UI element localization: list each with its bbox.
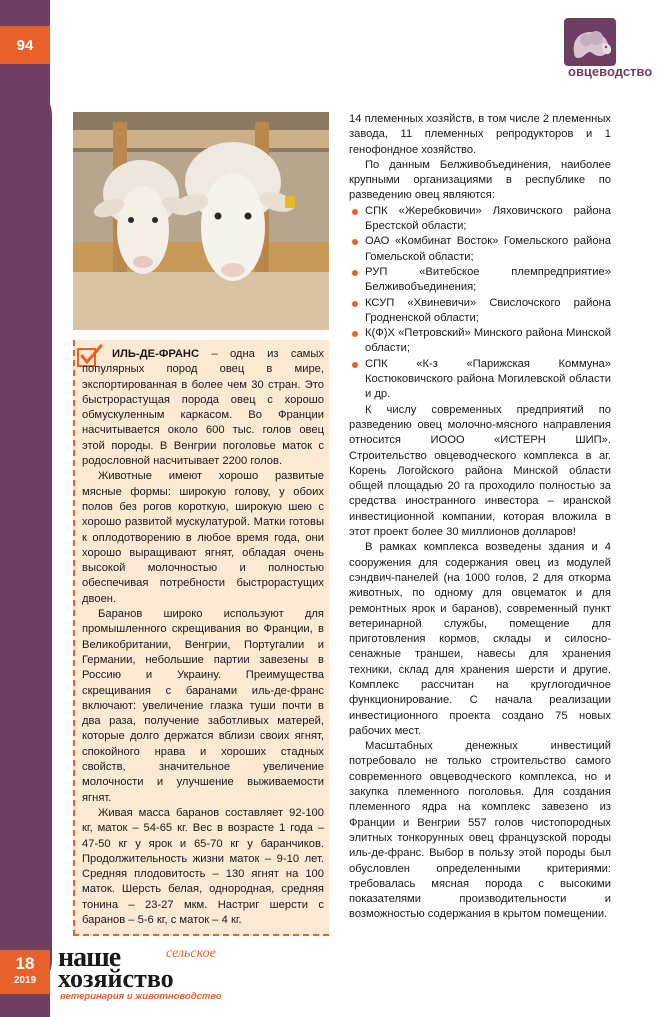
- left-column: [82, 347, 324, 928]
- sidebar: [0, 0, 50, 1017]
- paragraph: К числу современных предприятий по разведению овец молочно-мясного направления относится ИООО «ИСТЕРН ШИП». Строительство овцеводческого комплекса в аг. Корень Логойского района Минской области общей площадью 20 га проходило полностью за средства иностранного инвестора – иранской инвестиционной компании, которая вложила в этот проект более 30 миллионов долларов!: [349, 403, 611, 539]
- sheep-photo: [73, 112, 329, 330]
- list-item: СПК «Жеребковичи» Ляховичского района Брестской области;: [349, 204, 611, 235]
- issue-badge: [0, 950, 50, 994]
- list-item: К(Ф)Х «Петровский» Минского района Минской области;: [349, 326, 611, 357]
- logo-line-2: хозяйство: [58, 964, 174, 993]
- list-item: КСУП «Хвиневичи» Свислочского района Гродненской области;: [349, 296, 611, 327]
- paragraph: Живая масса баранов составляет 92-100 кг, маток – 54-65 кг. Вес в возрасте 1 года – 47-50 кг у ярок и 65-70 кг у баранчиков. Продолжительность жизни маток – 9-10 лет. Средняя плодовитость – 130 ягнят на 100 маток. Шерсть белая, однородная, средняя тонина – 23-27 мкм. Настриг шерсти с баранов – 5-6 кг, с маток – 4 кг.: [82, 806, 324, 926]
- issue-year: 2019: [13, 975, 37, 986]
- sheep-head-icon: [564, 18, 616, 66]
- section-title: овцеводство: [568, 64, 653, 79]
- logo-tagline: ветеринария и животноводство: [60, 991, 222, 1002]
- paragraph: 14 племенных хозяйств, в том числе 2 племенных завода, 11 племенных репродукторов и 1 генофондное хозяйство.: [349, 113, 611, 156]
- logo-line-1: наше: [58, 942, 121, 973]
- breed-intro-paragraph: [82, 347, 324, 469]
- paragraph: В рамках комплекса возведены здания и 4 сооружения для содержания овец из модулей сэндвич-панелей (на 1000 голов, 2 для откорма животных, по одному для овцематок и для ремонтных ярок и баранов), современный пункт ветеринарной службы, помещение для приготовления кормов, склады и силосно-сенажные траншеи, навесы для хранения техники, склад для хранения шерсти и другие. Комплекс рассчитан на круглогодичное функционирование. С начала реализации инвестиционного проекта создано 75 новых рабочих мест.: [349, 541, 611, 737]
- paragraph: Масштабных денежных инвестиций потребовало не только строительство самого современного овцеводческого комплекса, но и закупка племенного поголовья. Для создания племенного ядра на комплекс завезено из Франции и Венгрии 557 голов чистопородных элитных тонкорунных овец французской породы иль-де-франс. Выбор в пользу этой породы был обусловлен определенными критериями: требовалась мясная порода с высокими показателями производительности и возможностью содержания в крытом помещении.: [349, 740, 611, 921]
- right-column: [349, 112, 611, 923]
- logo-script: сельское: [166, 946, 216, 961]
- sidebar-curve: [0, 78, 52, 998]
- organizations-list: [349, 204, 611, 403]
- list-item: ОАО «Комбинат Восток» Гомельского района Гомельской области;: [349, 234, 611, 265]
- issue-number: 18: [15, 954, 35, 973]
- paragraph: По данным Белживобъединения, наиболее крупными организациями в республике по разведению овец являются:: [349, 158, 611, 202]
- breed-title: ИЛЬ-ДЕ-ФРАНС: [112, 348, 200, 360]
- paragraph: Баранов широко используют для промышленного скрещивания во Франции, в Великобритании, Венгрии, Португалии и Германии, небольшие партии завезены в Россию и Украину. Преимущества скрещивания с баранами иль-де-франс включают: увеличение глазка туши почти в два раза, получение заботливых матерей, которые долго держатся вблизи своих ягнят, спокойного нрава и хороших стадных свойств, значительное увеличение молочности и улучшение выживаемости ягнят.: [82, 608, 324, 804]
- paragraph: Животные имеют хорошо развитые мясные формы: широкую голову, у обоих полов без рогов короткую, широкую шею с хорошо развитой мускулатурой. Матки готовы к оплодотворению в любое время года, они хорошо выращивают ягнят, обладая очень высокой молочностью и полностью обеспечивая потребности быстрорастущих двоен.: [82, 470, 324, 605]
- page-number: 94: [0, 26, 50, 64]
- breed-intro-text: – одна из самых популярных пород овец в мире, экспортированная в более чем 30 стран. Это быстрорастущая порода овец с хорошо обмускуленным каркасом. Во Франции насчитывается около 600 тыс. голов овец этой породы. В Венгрии поголовье маток с родословной насчитывает 2200 голов.: [82, 348, 324, 468]
- list-item: РУП «Витебское племпредприятие» Белживобъединения;: [349, 265, 611, 296]
- list-item: СПК «К-з «Парижская Коммуна» Костюковичского района Могилевской области и др.: [349, 357, 611, 403]
- magazine-logo: [58, 944, 238, 1004]
